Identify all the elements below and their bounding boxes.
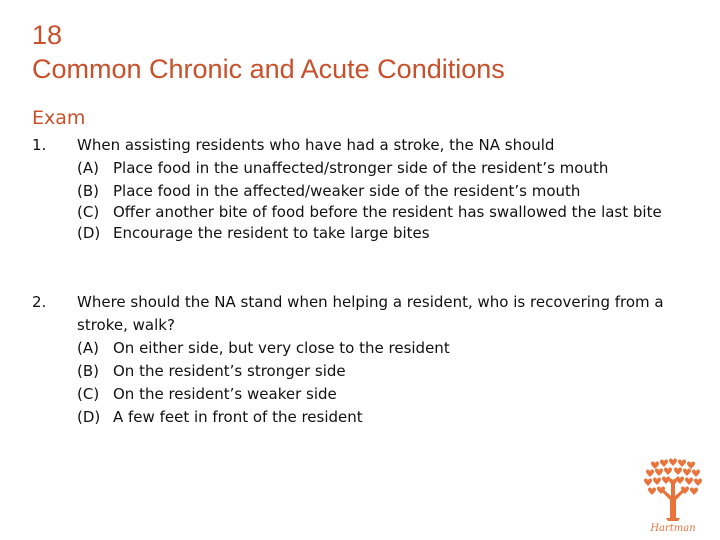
option-text: Place food in the unaffected/stronger side of the resident’s mouth bbox=[113, 159, 609, 177]
question-stem: When assisting residents who have had a stroke, the NA should bbox=[77, 136, 555, 154]
section-heading: Exam bbox=[32, 107, 86, 129]
option-letter: (D) bbox=[77, 224, 101, 242]
answer-option-d[interactable] bbox=[77, 406, 702, 429]
option-letter: (A) bbox=[77, 339, 99, 357]
answer-option-b[interactable] bbox=[77, 180, 702, 203]
heart-tree-icon bbox=[640, 458, 706, 534]
option-text: Encourage the resident to take large bites bbox=[113, 224, 430, 242]
slide-title bbox=[32, 18, 505, 86]
option-letter: (A) bbox=[77, 159, 99, 177]
answer-option-a[interactable] bbox=[77, 157, 702, 180]
answer-option-d[interactable] bbox=[77, 222, 702, 245]
question-stem: Where should the NA stand when helping a resident, who is recovering from a stroke, walk? bbox=[77, 293, 664, 334]
chapter-number: 18 bbox=[32, 20, 63, 50]
hartman-logo bbox=[640, 458, 706, 534]
question-number: 1. bbox=[32, 136, 47, 154]
option-text: On the resident’s weaker side bbox=[113, 385, 337, 403]
option-text: On either side, but very close to the resident bbox=[113, 339, 450, 357]
answer-option-c[interactable] bbox=[77, 203, 702, 222]
option-letter: (B) bbox=[77, 182, 99, 200]
chapter-title: Common Chronic and Acute Conditions bbox=[32, 54, 505, 84]
question-body bbox=[77, 291, 702, 429]
option-letter: (C) bbox=[77, 203, 100, 221]
option-text: Offer another bite of food before the resident has swallowed the last bite bbox=[113, 203, 662, 221]
option-text: Place food in the affected/weaker side of the resident’s mouth bbox=[113, 182, 581, 200]
option-letter: (B) bbox=[77, 362, 99, 380]
option-letter: (C) bbox=[77, 385, 100, 403]
option-text: A few feet in front of the resident bbox=[113, 408, 363, 426]
option-text: On the resident’s stronger side bbox=[113, 362, 346, 380]
answer-option-b[interactable] bbox=[77, 360, 702, 383]
logo-wordmark: Hartman bbox=[650, 523, 696, 534]
answer-option-c[interactable] bbox=[77, 383, 702, 406]
option-letter: (D) bbox=[77, 408, 101, 426]
question-number: 2. bbox=[32, 293, 47, 311]
answer-option-a[interactable] bbox=[77, 337, 702, 360]
question-body bbox=[77, 134, 702, 245]
